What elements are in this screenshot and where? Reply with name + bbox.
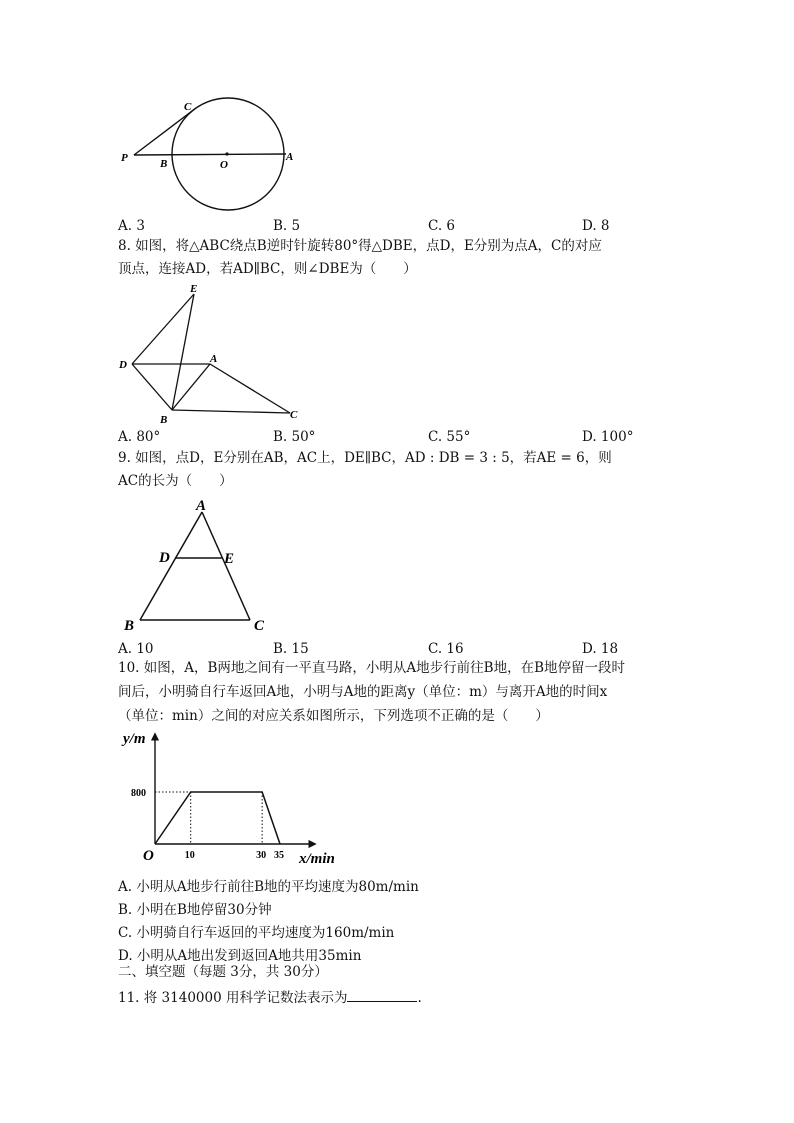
q8-option-a: A. 80° — [118, 429, 161, 445]
q10-distance-time-chart — [110, 726, 360, 866]
chart-series-line — [155, 792, 280, 844]
q9-option-a: A. 10 — [118, 641, 154, 657]
q8-label-e: E — [190, 283, 198, 295]
q8-option-d: D. 100° — [582, 429, 634, 445]
chart-origin-label: O — [143, 848, 154, 864]
q7-label-p: P — [121, 152, 128, 164]
q7-option-b: B. 5 — [273, 218, 301, 234]
q11-question-end: . — [417, 990, 422, 1006]
q10-question-line2: 间后，小明骑自行车返回A地，小明与A地的距离y（单位：m）与离开A地的时间x — [118, 684, 608, 700]
chart-x-tick-10: 10 — [184, 850, 195, 861]
chart-y-axis-label: y/m — [123, 731, 146, 747]
q7-option-c: C. 6 — [428, 218, 456, 234]
q8-rotation-figure — [110, 280, 310, 425]
q7-option-d: D. 8 — [582, 218, 610, 234]
q10-question-line3: （单位：min）之间的对应关系如图所示，下列选项不正确的是（ ） — [118, 708, 549, 724]
q9-question-line2: AC的长为（ ） — [118, 473, 233, 489]
q9-label-b: B — [124, 618, 135, 634]
q7-secant-line — [134, 154, 286, 155]
q8-label-a: A — [210, 353, 218, 365]
q8-label-c: C — [290, 409, 298, 421]
q10-option-a: A. 小明从A地步行前往B地的平均速度为80m/min — [118, 879, 419, 895]
q8-question-line1: 8. 如图，将△ABC绕点B逆时针旋转80°得△DBE，点D，E分别为点A，C的对应 — [118, 238, 602, 254]
q8-edge-db — [132, 364, 172, 410]
q7-option-a: A. 3 — [118, 218, 145, 234]
q7-circle-figure — [110, 90, 310, 220]
chart-x-tick-30: 30 — [256, 850, 267, 861]
q8-edge-ba — [172, 364, 210, 410]
q8-label-d: D — [119, 359, 127, 371]
q10-option-b: B. 小明在B地停留30分钟 — [118, 902, 272, 918]
q8-label-b: B — [160, 414, 168, 425]
q8-edge-de — [132, 294, 194, 364]
q7-center-dot — [225, 152, 228, 155]
q10-option-c: C. 小明骑自行车返回的平均速度为160m/min — [118, 925, 395, 941]
q11-question — [118, 989, 422, 1006]
q7-label-b: B — [160, 158, 168, 170]
q11-answer-blank[interactable] — [347, 989, 417, 1002]
q8-option-b: B. 50° — [273, 429, 316, 445]
section-title-fill-in: 二、填空题（每题 3分，共 30分） — [118, 964, 328, 980]
q8-edge-be — [172, 294, 194, 410]
q10-option-d: D. 小明从A地出发到返回A地共用35min — [118, 948, 362, 964]
q9-question-line1: 9. 如图，点D，E分别在AB，AC上，DE∥BC，AD : DB = 3 : 5，若AE = 6，则 — [118, 450, 612, 466]
q9-option-c: C. 16 — [428, 641, 464, 657]
q9-option-d: D. 18 — [582, 641, 619, 657]
q7-tangent-line — [134, 108, 196, 155]
q9-label-d: D — [159, 550, 170, 566]
q8-edge-ac — [210, 364, 290, 413]
q8-question-line2: 顶点，连接AD，若AD∥BC，则∠DBE为（ ） — [118, 261, 417, 277]
q9-edge-ab — [140, 512, 202, 620]
q9-triangle-figure — [110, 492, 290, 637]
q7-label-o: O — [220, 159, 228, 171]
q9-label-e: E — [224, 551, 235, 567]
q11-question-text: 11. 将 3140000 用科学记数法表示为 — [118, 990, 348, 1006]
q7-label-c: C — [184, 101, 192, 113]
chart-x-axis-label: x/min — [299, 851, 335, 866]
q8-option-c: C. 55° — [428, 429, 471, 445]
q9-option-b: B. 15 — [273, 641, 309, 657]
chart-x-tick-35: 35 — [274, 850, 284, 861]
q7-label-a: A — [286, 151, 294, 163]
q8-edge-bc — [172, 410, 290, 413]
q10-question-line1: 10. 如图，A，B两地之间有一平直马路，小明从A地步行前往B地，在B地停留一段时 — [118, 660, 626, 676]
q9-label-c: C — [254, 618, 265, 634]
chart-y-tick-800: 800 — [131, 788, 146, 799]
q9-label-a: A — [196, 498, 207, 514]
